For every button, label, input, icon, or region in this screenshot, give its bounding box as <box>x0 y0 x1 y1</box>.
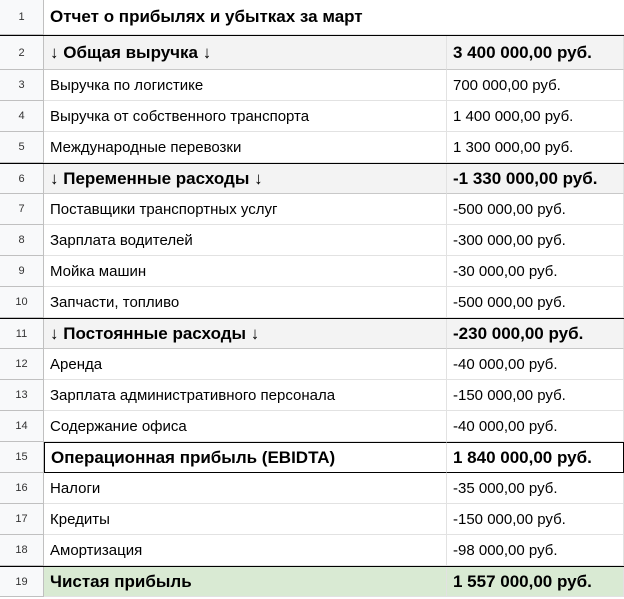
label-cell[interactable]: Зарплата водителей <box>44 225 447 256</box>
row-number[interactable]: 12 <box>0 349 44 380</box>
value-cell[interactable]: -500 000,00 руб. <box>447 287 624 318</box>
value-cell[interactable]: -98 000,00 руб. <box>447 535 624 566</box>
value-cell[interactable]: -230 000,00 руб. <box>447 319 624 349</box>
label-cell[interactable]: Чистая прибыль <box>44 567 447 597</box>
table-row <box>0 504 624 535</box>
rows-container <box>0 35 624 597</box>
value-cell[interactable]: -150 000,00 руб. <box>447 504 624 535</box>
row-number[interactable]: 5 <box>0 132 44 163</box>
row-number[interactable]: 19 <box>0 567 44 597</box>
row-number[interactable]: 1 <box>0 0 44 35</box>
row-number[interactable]: 18 <box>0 535 44 566</box>
label-cell[interactable]: Поставщики транспортных услуг <box>44 194 447 225</box>
total-row <box>0 566 624 597</box>
value-cell[interactable]: 3 400 000,00 руб. <box>447 36 624 70</box>
table-row <box>0 287 624 318</box>
label-cell[interactable]: Выручка от собственного транспорта <box>44 101 447 132</box>
value-cell[interactable]: -40 000,00 руб. <box>447 349 624 380</box>
row-number[interactable]: 11 <box>0 319 44 349</box>
value-cell[interactable]: -150 000,00 руб. <box>447 380 624 411</box>
label-cell[interactable]: Запчасти, топливо <box>44 287 447 318</box>
row-number[interactable]: 15 <box>0 442 44 473</box>
table-row <box>0 473 624 504</box>
label-cell[interactable]: ↓ Общая выручка ↓ <box>44 36 447 70</box>
section-row <box>0 163 624 194</box>
table-row <box>0 225 624 256</box>
label-cell[interactable]: ↓ Постоянные расходы ↓ <box>44 319 447 349</box>
value-cell[interactable]: -30 000,00 руб. <box>447 256 624 287</box>
report-title-cell[interactable]: Отчет о прибылях и убытках за март <box>44 0 624 35</box>
label-cell[interactable]: Зарплата административного персонала <box>44 380 447 411</box>
value-cell[interactable]: 1 557 000,00 руб. <box>447 567 624 597</box>
row-number[interactable]: 9 <box>0 256 44 287</box>
row-number[interactable]: 7 <box>0 194 44 225</box>
section-row <box>0 35 624 70</box>
row-number[interactable]: 13 <box>0 380 44 411</box>
section-row <box>0 318 624 349</box>
value-cell[interactable]: 1 840 000,00 руб. <box>447 442 624 473</box>
row-number[interactable]: 16 <box>0 473 44 504</box>
row-number[interactable]: 10 <box>0 287 44 318</box>
row-number[interactable]: 2 <box>0 36 44 70</box>
value-cell[interactable]: -40 000,00 руб. <box>447 411 624 442</box>
label-cell[interactable]: Международные перевозки <box>44 132 447 163</box>
table-row <box>0 194 624 225</box>
table-row <box>0 132 624 163</box>
value-cell[interactable]: 700 000,00 руб. <box>447 70 624 101</box>
value-cell[interactable]: 1 400 000,00 руб. <box>447 101 624 132</box>
row-number[interactable]: 8 <box>0 225 44 256</box>
table-row <box>0 411 624 442</box>
row-number[interactable]: 17 <box>0 504 44 535</box>
label-cell[interactable]: Аренда <box>44 349 447 380</box>
value-cell[interactable]: -300 000,00 руб. <box>447 225 624 256</box>
table-row <box>0 70 624 101</box>
value-cell[interactable]: 1 300 000,00 руб. <box>447 132 624 163</box>
label-cell[interactable]: Кредиты <box>44 504 447 535</box>
table-row <box>0 380 624 411</box>
table-row <box>0 535 624 566</box>
label-cell[interactable]: Содержание офиса <box>44 411 447 442</box>
value-cell[interactable]: -1 330 000,00 руб. <box>447 164 624 194</box>
row-number[interactable]: 4 <box>0 101 44 132</box>
boxed-row <box>0 442 624 473</box>
label-cell[interactable]: Выручка по логистике <box>44 70 447 101</box>
title-row <box>0 0 624 35</box>
value-cell[interactable]: -500 000,00 руб. <box>447 194 624 225</box>
label-cell[interactable]: Амортизация <box>44 535 447 566</box>
row-number[interactable]: 6 <box>0 164 44 194</box>
label-cell[interactable]: Операционная прибыль (EBIDTA) <box>44 442 447 473</box>
label-cell[interactable]: Мойка машин <box>44 256 447 287</box>
table-row <box>0 101 624 132</box>
label-cell[interactable]: ↓ Переменные расходы ↓ <box>44 164 447 194</box>
value-cell[interactable]: -35 000,00 руб. <box>447 473 624 504</box>
table-row <box>0 349 624 380</box>
label-cell[interactable]: Налоги <box>44 473 447 504</box>
row-number[interactable]: 14 <box>0 411 44 442</box>
row-number[interactable]: 3 <box>0 70 44 101</box>
table-row <box>0 256 624 287</box>
